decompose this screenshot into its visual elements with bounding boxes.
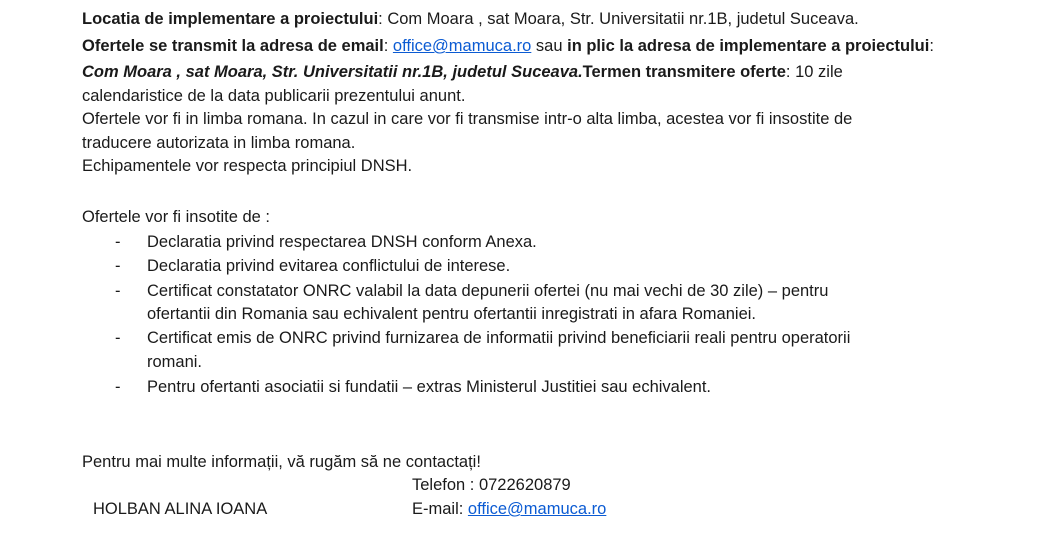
list-item: Pentru ofertanti asociatii si fundatii – extras Ministerul Justitiei sau echivalent. [147, 378, 712, 396]
location-value: : Com Moara , sat Moara, Str. Universitatii nr.1B, judetul Suceava. [378, 10, 859, 28]
offers-colon: : [383, 37, 393, 55]
deadline-label: Termen transmitere oferte [582, 63, 786, 81]
address-deadline-line [82, 61, 843, 84]
list-item: Declaratia privind respectarea DNSH conform Anexa. [147, 233, 537, 251]
more-info-line: Pentru mai multe informații, vă rugăm să ne contactați! [82, 453, 481, 471]
dnsh-line: Echipamentele vor respecta principiul DNSH. [82, 157, 413, 175]
signatory-name: HOLBAN ALINA IOANA [93, 500, 268, 518]
location-label: Locatia de implementare a proiectului [82, 10, 379, 28]
deadline-continuation: calendaristice de la data publicarii prezentului anunt. [82, 87, 466, 105]
list-bullet-dash: - [115, 329, 121, 347]
location-line [82, 8, 859, 31]
envelope-colon: : [929, 37, 934, 55]
deadline-value: : 10 zile [785, 63, 843, 81]
envelope-label: in plic la adresa de implementare a proiectului [567, 37, 930, 55]
address-italic: Com Moara , sat Moara, Str. Universitatii nr.1B, judetul Suceava. [82, 63, 583, 81]
list-item-continuation: romani. [147, 353, 203, 371]
list-item-continuation: ofertantii din Romania sau echivalent pentru ofertantii inregistrati in afara Romaniei. [147, 305, 756, 323]
requirements-intro: Ofertele vor fi insotite de : [82, 208, 271, 226]
list-bullet-dash: - [115, 378, 121, 396]
footer-email-label: E-mail: [412, 500, 468, 518]
offers-label: Ofertele se transmit la adresa de email [82, 37, 384, 55]
sau-text: sau [531, 37, 568, 55]
footer-email-line [412, 498, 606, 521]
list-item: Certificat constatator ONRC valabil la data depunerii ofertei (nu mai vechi de 30 zile) – pentru [147, 282, 829, 300]
list-item: Declaratia privind evitarea conflictului de interese. [147, 257, 511, 275]
list-bullet-dash: - [115, 257, 121, 275]
footer-email-link[interactable]: office@mamuca.ro [467, 500, 607, 518]
list-bullet-dash: - [115, 282, 121, 300]
email-link[interactable]: office@mamuca.ro [392, 37, 532, 55]
language-line-2: traducere autorizata in limba romana. [82, 134, 356, 152]
list-item: Certificat emis de ONRC privind furnizarea de informatii privind beneficiarii reali pentru operatorii [147, 329, 851, 347]
offers-line [82, 35, 934, 58]
list-bullet-dash: - [115, 233, 121, 251]
phone-line: Telefon : 0722620879 [412, 476, 571, 494]
language-line-1: Ofertele vor fi in limba romana. In cazul in care vor fi transmise intr-o alta limba, acestea vor fi insostite de [82, 110, 853, 128]
